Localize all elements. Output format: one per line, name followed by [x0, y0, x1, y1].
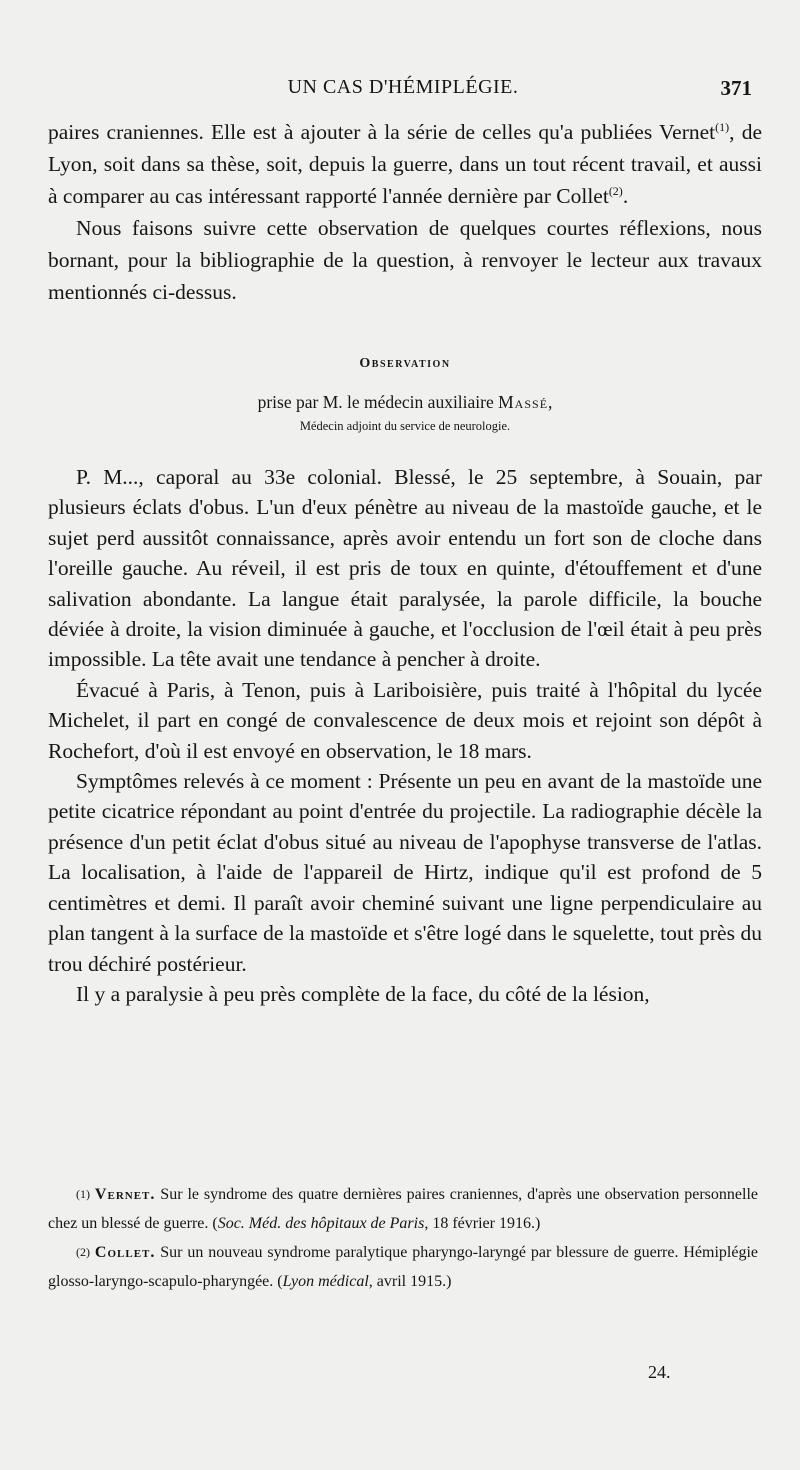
footnote-source: Lyon médical: [282, 1273, 369, 1290]
text-run: .: [622, 184, 629, 208]
intro-paragraph-2: Nous faisons suivre cette observation de quelques courtes réflexions, nous bornant, pour la bibliographie de la question, à renvoyer le lecteur aux travaux mentionnés ci-dessus.: [48, 216, 762, 304]
page-header: [48, 76, 758, 106]
footnote-1: [48, 1180, 758, 1238]
footnote-text: Sur le syndrome des quatre dernières paires craniennes, d'après une observation personnelle chez un blessé de guerre. (: [48, 1186, 758, 1232]
footnote-text: Sur un nouveau syndrome paralytique pharyngo-laryngé par blessure de guerre. Hémiplégie glosso-laryngo-scapulo-pharyngée. (: [48, 1244, 758, 1290]
footnote-tail: , avril 1915.): [368, 1273, 452, 1290]
byline-suffix: ,: [548, 392, 553, 412]
text-run: paires craniennes. Elle est à ajouter à la série de celles qu'a publiées Vernet: [48, 120, 716, 144]
observation-paragraph: Évacué à Paris, à Tenon, puis à Lariboisière, puis traité à l'hôpital du lycée Michelet, il part en congé de convalescence de deux mois et rejoint son dépôt à Rochefort, d'où il est envoyé en observation, le 18 mars.: [48, 677, 762, 763]
footnote-mark: (1): [76, 1187, 90, 1201]
observation-paragraph: P. M..., caporal au 33e colonial. Blessé, le 25 septembre, à Souain, par plusieurs éclats d'obus. L'un d'eux pénètre au niveau de la mastoïde gauche, et le sujet perd aussitôt connaissance, après avoir entendu un fort son de cloche dans l'oreille gauche. Au réveil, il est pris de toux en quinte, d'étouffement et d'une salivation abondante. La langue était paralysée, la parole difficile, la bouche déviée à droite, la vision diminuée à gauche, et l'occlusion de l'œil était à peu près impossible. La tête avait une tendance à pencher à droite.: [48, 465, 762, 672]
body-text: [48, 116, 762, 1009]
byline-prefix: prise par M. le médecin auxiliaire: [257, 392, 499, 412]
observation-paragraph: Symptômes relevés à ce moment : Présente un peu en avant de la mastoïde une petite cicatrice répondant au point d'entrée du projectile. La radiographie décèle la présence d'un petit éclat d'obus situé au niveau de l'apophyse transverse de l'atlas. La localisation, à l'aide de l'appareil de Hirtz, indique qu'il est profond de 5 centimètres et demi. Il paraît avoir cheminé suivant une ligne perpendiculaire au plan tangent à la surface de la mastoïde et s'être logé dans le squelette, tout près du trou déchiré postérieur.: [48, 769, 762, 976]
byline-name: Massé: [498, 392, 549, 412]
observation-paragraph: Il y a paralysie à peu près complète de la face, du côté de la lésion,: [76, 981, 650, 1006]
observation-body: [48, 462, 762, 1009]
observation-subtitle: Médecin adjoint du service de neurologie.: [299, 419, 511, 433]
footnote-author: Vernet.: [94, 1186, 156, 1203]
running-title: UN CAS D'HÉMIPLÉGIE.: [287, 76, 519, 98]
footnote-author: Collet.: [94, 1244, 156, 1261]
observation-heading: Observation: [359, 356, 451, 371]
footnote-ref-1: (1): [715, 119, 730, 134]
observation-byline: [48, 392, 762, 413]
footnote-tail: , 18 février 1916.): [424, 1215, 541, 1232]
footnote-mark: (2): [76, 1245, 90, 1259]
text-run: , de Lyon, soit dans sa thèse, soit, depuis la guerre, dans un tout récent travail, et aussi à comparer au cas intéressant rapporté l'année dernière par Collet: [48, 120, 762, 208]
intro-paragraph-1: [48, 116, 762, 212]
footnotes: [48, 1180, 758, 1296]
signature-mark: 24.: [648, 1362, 671, 1382]
footnote-2: [48, 1238, 758, 1296]
footnote-ref-2: (2): [608, 183, 623, 198]
footnote-source: Soc. Méd. des hôpitaux de Paris: [217, 1215, 425, 1232]
page-number: 371: [720, 76, 752, 100]
